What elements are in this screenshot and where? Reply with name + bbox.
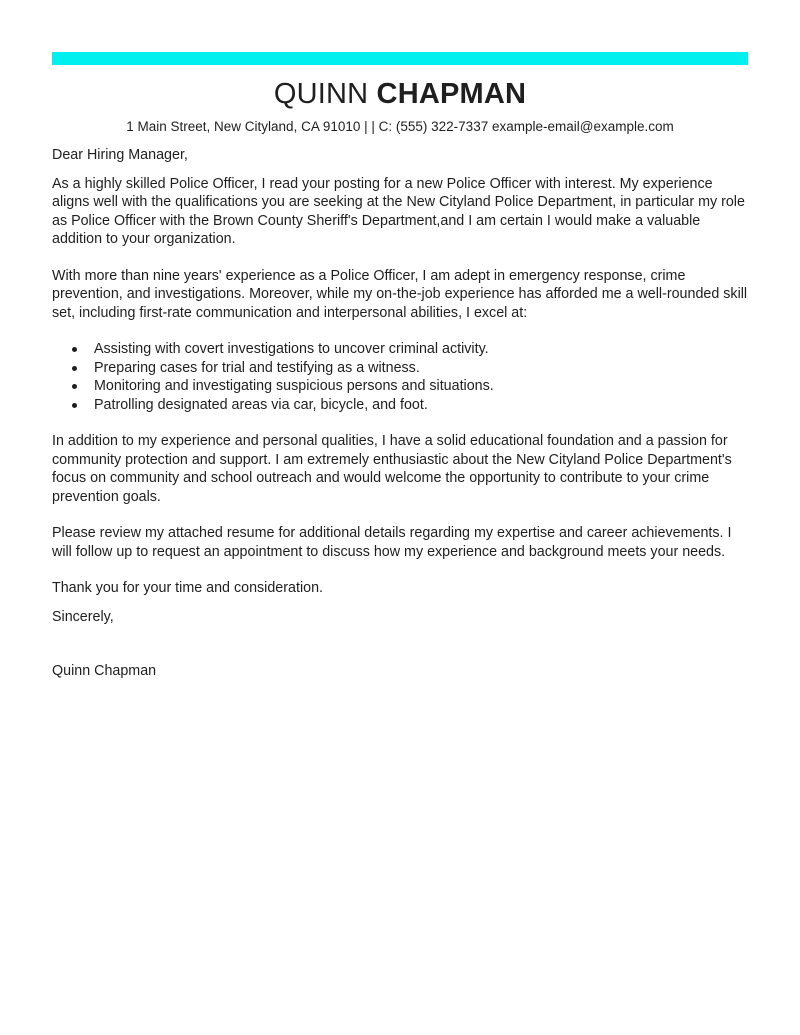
paragraph-intro: As a highly skilled Police Officer, I read your posting for a new Police Officer with interest. My experience aligns well with the qualifications you are seeking at the New Cityland Police Department, in particular my role as Police Officer with the Brown County Sheriff's Department,and I am certain I would make a valuable addition to your organization. [52, 175, 745, 247]
list-item [52, 377, 752, 396]
closing-line: Sincerely, [52, 608, 114, 625]
thanks-line: Thank you for your time and consideration. [52, 580, 323, 596]
signature: Quinn Chapman [52, 663, 157, 679]
bullet-icon [72, 384, 77, 389]
list-item [52, 359, 752, 378]
letter-body [52, 146, 752, 681]
bullet-icon [72, 347, 77, 352]
paragraph-follow-up: Please review my attached resume for additional details regarding my expertise and career achievements. I will follow up to request an appointment to discuss how my experience and background meets your needs. [52, 525, 732, 560]
skill-text: Preparing cases for trial and testifying as a witness. [94, 359, 420, 376]
skills-list [52, 340, 752, 414]
list-item [52, 340, 752, 359]
contact-line: 1 Main Street, New Cityland, CA 91010 | | C: (555) 322-7337 example-email@example.com [126, 119, 674, 134]
bullet-icon [72, 366, 77, 371]
header-accent-bar [52, 52, 748, 65]
skill-text: Patrolling designated areas via car, bicycle, and foot. [94, 396, 428, 413]
list-item [52, 396, 752, 415]
skill-text: Monitoring and investigating suspicious persons and situations. [94, 378, 494, 394]
applicant-name [52, 76, 748, 112]
salutation: Dear Hiring Manager, [52, 147, 188, 163]
paragraph-education: In addition to my experience and personal qualities, I have a solid educational foundation and a passion for community protection and support. I am extremely enthusiastic about the New Cityland Police Department's focus on community and school outreach and would welcome the opportunity to contribute to your crime prevention goals. [52, 433, 732, 505]
bullet-icon [72, 403, 77, 408]
skill-text: Assisting with covert investigations to uncover criminal activity. [94, 341, 489, 357]
last-name: CHAPMAN [376, 78, 527, 110]
first-name: QUINN [273, 78, 369, 110]
paragraph-experience: With more than nine years' experience as a Police Officer, I am adept in emergency response, crime prevention, and investigations. Moreover, while my on-the-job experience has afforded me a well-rounded skill set, including first-rate communication and interpersonal abilities, I excel at: [52, 267, 748, 321]
